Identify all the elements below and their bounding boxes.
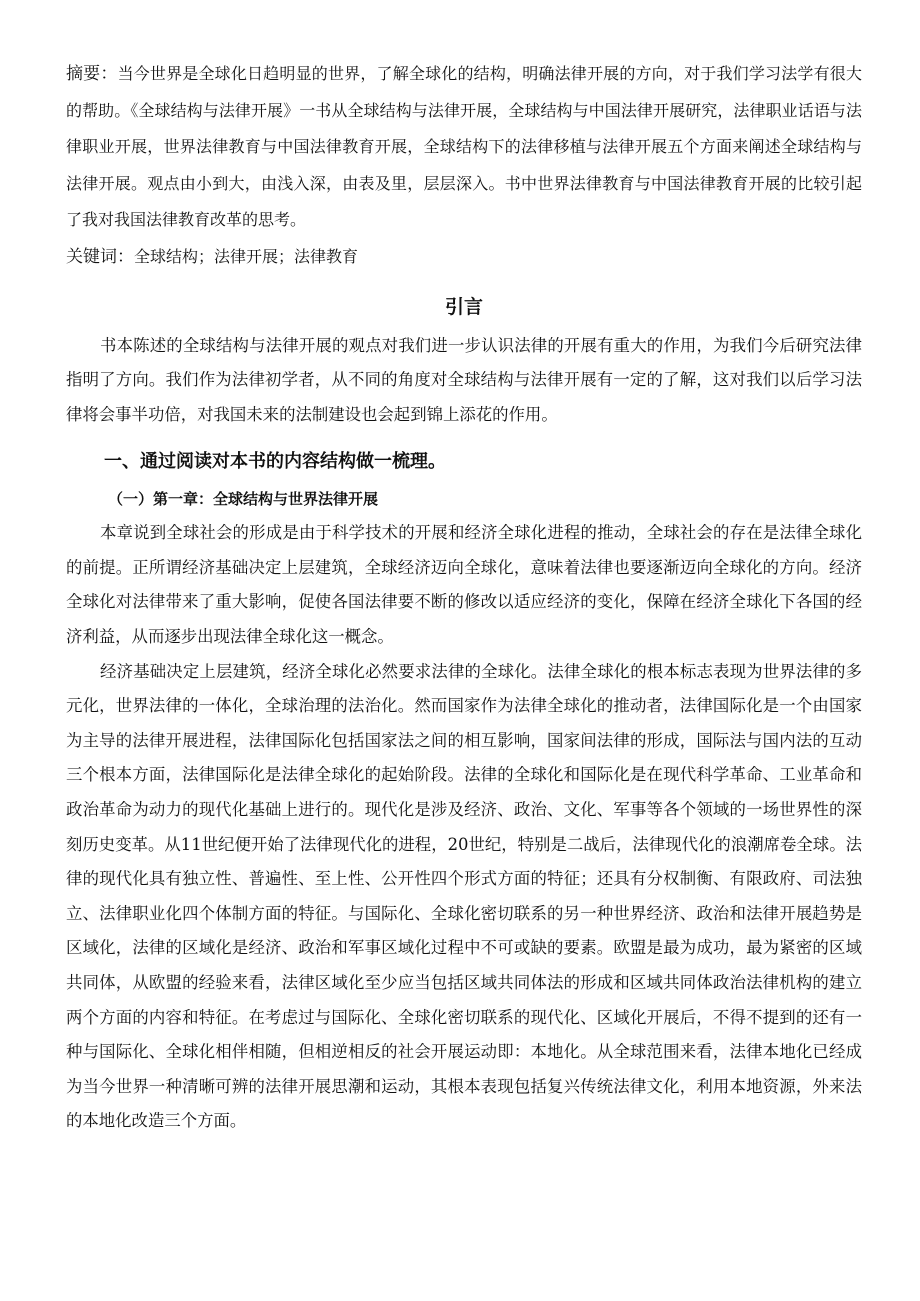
section1-paragraph-2: 经济基础决定上层建筑，经济全球化必然要求法律的全球化。法律全球化的根本标志表现为世界法律的多元化，世界法律的一体化，全球治理的法治化。然而国家作为法律全球化的推动者，法律国际化是一个由国家为主导的法律开展进程，法律国际化包括国家法之间的相互影响，国家间法律的形成，国际法与国内法的互动三个根本方面，法律国际化是法律全球化的起始阶段。法律的全球化和国际化是在现代科学革命、工业革命和政治革命为动力的现代化基础上进行的。现代化是涉及经济、政治、文化、军事等各个领域的一场世界性的深刻历史变革。从11世纪便开始了法律现代化的进程，20世纪，特别是二战后，法律现代化的浪潮席卷全球。法律的现代化具有独立性、普遍性、至上性、公开性四个形式方面的特征；还具有分权制衡、有限政府、司法独立、法律职业化四个体制方面的特征。与国际化、全球化密切联系的另一种世界经济、政治和法律开展趋势是区域化，法律的区域化是经济、政治和军事区域化过程中不可或缺的要素。欧盟是最为成功，最为紧密的区域共同体，从欧盟的经验来看，法律区域化至少应当包括区域共同体法的形成和区域共同体政治法律机构的建立两个方面的内容和特征。在考虑过与国际化、全球化密切联系的现代化、区域化开展后，不得不提到的还有一种与国际化、全球化相伴相随，但相逆相反的社会开展运动即：本地化。从全球范围来看，法律本地化已经成为当今世界一种清晰可辨的法律开展思潮和运动，其根本表现包括复兴传统法律文化，利用本地资源，外来法的本地化改造三个方面。 bbox=[66, 661, 862, 1131]
section1-paragraph-1: 本章说到全球社会的形成是由于科学技术的开展和经济全球化进程的推动，全球社会的存在是法律全球化的前提。正所谓经济基础决定上层建筑，全球经济迈向全球化，意味着法律也要逐渐迈向全球化的方向。经济全球化对法律带来了重大影响，促使各国法律要不断的修改以适应经济的变化，保障在经济全球化下各国的经济利益，从而逐步出现法律全球化这一概念。 bbox=[66, 523, 862, 647]
keywords-text: 全球结构；法律开展；法律教育 bbox=[134, 246, 359, 266]
intro-paragraph: 书本陈述的全球结构与法律开展的观点对我们进一步认识法律的开展有重大的作用，为我们今后研究法律指明了方向。我们作为法律初学者，从不同的角度对全球结构与法律开展有一定的了解，这对我们以后学习法律将会事半功倍，对我国未来的法制建设也会起到锦上添花的作用。 bbox=[66, 335, 862, 424]
keywords-label: 关键词： bbox=[66, 246, 134, 267]
section1-subheading: （一）第一章：全球结构与世界法律开展 bbox=[108, 490, 379, 509]
intro-title: 引言 bbox=[444, 295, 483, 318]
section1-heading: 一、通过阅读对本书的内容结构做一梳理。 bbox=[104, 451, 446, 473]
abstract bbox=[66, 56, 862, 239]
abstract-text: 当今世界是全球化日趋明显的世界，了解全球化的结构，明确法律开展的方向，对于我们学习法学有很大的帮助。《全球结构与法律开展》一书从全球结构与法律开展，全球结构与中国法律开展研究，法律职业话语与法律职业开展，世界法律教育与中国法律教育开展，全球结构下的法律移植与法律开展五个方面来阐述全球结构与法律开展。观点由小到大，由浅入深，由表及里，层层深入。书中世界法律教育与中国法律教育开展的比较引起了我对我国法律教育改革的思考。 bbox=[66, 64, 862, 229]
abstract-label: 摘要： bbox=[66, 64, 118, 84]
keywords bbox=[66, 239, 862, 275]
